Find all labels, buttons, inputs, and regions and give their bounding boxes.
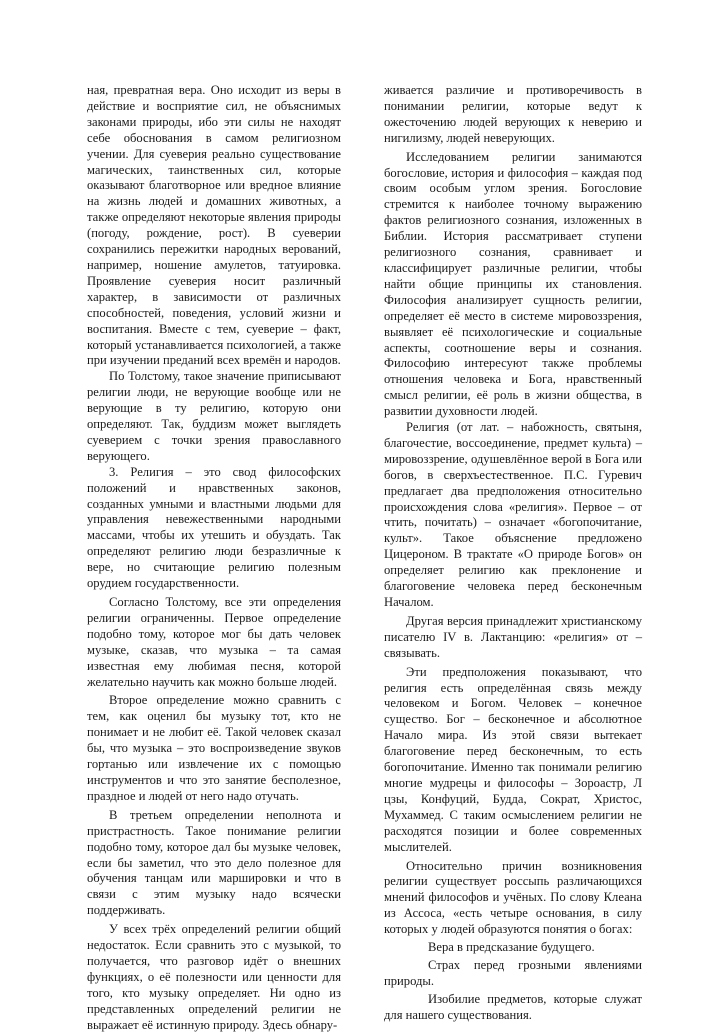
- paragraph: Второе определение можно сравнить с тем, как оценил бы музыку тот, кто не понимает и не любит её. Такой человек сказал бы, что музыка – это воспроизведение звуков гортанью или извлечение их с помощью инструментов и что это занятие бесполезное, праздное и людей от него надо отучать.: [87, 693, 341, 803]
- paragraph: Религия (от лат. – набожность, святыня, благочестие, воссоединение, предмет культа) – мировоззрение, одушевлённое верой в Бога или богов, в сверхъестественное. П.С. Гуревич предлагает два предположения относительно происхождения слова «религия». Первое – от чтить, почитать) – означает «богопочитание, культ». Такое объяснение предложено Цицероном. В трактате «О природе Богов» он определяет религию как преклонение и благоговение человека перед бесконечным Началом.: [384, 420, 642, 609]
- paragraph: Исследованием религии занимаются богословие, история и философия – каждая под своим особым углом зрения. Богословие стремится к наиболее точному выражению фактов религиозного сознания, изложенных в Библии. История рассматривает ступени религиозного сознания, сравнивает и классифицирует различные религии, чтобы найти общие принципы их становления. Философия анализирует сущность религии, определяет её место в системе мировоззрения, выявляет её психологические и социальные аспекты, соотношение веры и сознания. Философию интересуют также проблемы отношения человека и Бога, нравственный смысл религии, её роль в жизни общества, в развитии духовности людей.: [384, 149, 642, 419]
- list-item: Изобилие предметов, которые служат для нашего существования.: [384, 991, 642, 1022]
- paragraph: По Толстому, такое значение приписывают религии люди, не верующие вообще или не верующие в ту религию, которую они определяют. Так, буддизм может выглядеть суеверием с точки зрения православного верующего.: [87, 369, 341, 463]
- paragraph: Эти предположения показывают, что религия есть определённая связь между человеком и Богом. Человек – конечное существо. Бог – бесконечное и абсолютное Начало мира. Из этой связи вытекает благоговение перед бесконечным, то есть богопочитание. Именно так понимали религию многие мудрецы и философы – Зороастр, Л цзы, Конфуций, Будда, Сократ, Христос, Мухаммед. С таким осмыслением религии не расходятся позиции и более современных мыслителей.: [384, 664, 642, 854]
- paragraph: Относительно причин возникновения религии существует россыпь различающихся мнений философов и учёных. По слову Клеана из Ассоса, «есть четыре основания, в силу которых у людей образуются понятия о богах:: [384, 858, 642, 937]
- list-item: Страх перед грозными явлениями природы.: [384, 957, 642, 988]
- paragraph: Другая версия принадлежит христианскому писателю IV в. Лактанцию: «религия» от – связывать.: [384, 613, 642, 660]
- paragraph: Согласно Толстому, все эти определения религии ограниченны. Первое определение подобно тому, которое мог бы дать человек музыке, сказав, что музыка – та самая известная ему любимая песня, которой желательно научить как можно больше людей.: [87, 595, 341, 689]
- paragraph: В третьем определении неполнота и пристрастность. Такое понимание религии подобно тому, которое дал бы музыке человек, если бы заметил, что это дело полезное для обучения танцам или маршировки и что в связи с этим музыку надо всячески поддерживать.: [87, 807, 341, 918]
- right-text-column: [384, 83, 642, 1024]
- paragraph: У всех трёх определений религии общий недостаток. Если сравнить это с музыкой, то получается, что разговор идёт о внешних функциях, о её полезности или ценности для того, кто музыку определяет. Ни одно из представленных определений религии не выражает её истинную природу. Здесь обнару-: [87, 922, 341, 1032]
- left-text-column: [87, 83, 341, 1033]
- paragraph: 3. Религия – это свод философских положений и нравственных законов, созданных умными и властными людьми для управления невежественными народными массами, чтобы их утешить и обуздать. Так определяют религию люди безразличные к вере, но считающие религию полезным орудием государственности.: [87, 464, 341, 591]
- list-item: Вера в предсказание будущего.: [428, 940, 595, 955]
- paragraph: живается различие и противоречивость в понимании религии, которые ведут к ожесточению людей верующих к неверию и нигилизму, людей неверующих.: [384, 83, 642, 145]
- paragraph: ная, превратная вера. Оно исходит из веры в действие и восприятие сил, не объяснимых законами природы, ибо эти силы не находят себе обоснования в самом религиозном учении. Для суеверия реально существование магических, таинственных сил, которые оказывают благотворное или вредное влияние на жизнь людей и домашних животных, а также определяют некоторые явления природы (погоду, рождение, рост). В суеверии сохранились пережитки народных верований, например, ношение амулетов, татуировка. Проявление суеверия носит различный характер, в зависимости от различных способностей, поведения, условий жизни и воспитания. Вместе с тем, суеверие – факт, который устанавливается психологией, а также при изучении преданий всех времён и народов.: [87, 83, 341, 368]
